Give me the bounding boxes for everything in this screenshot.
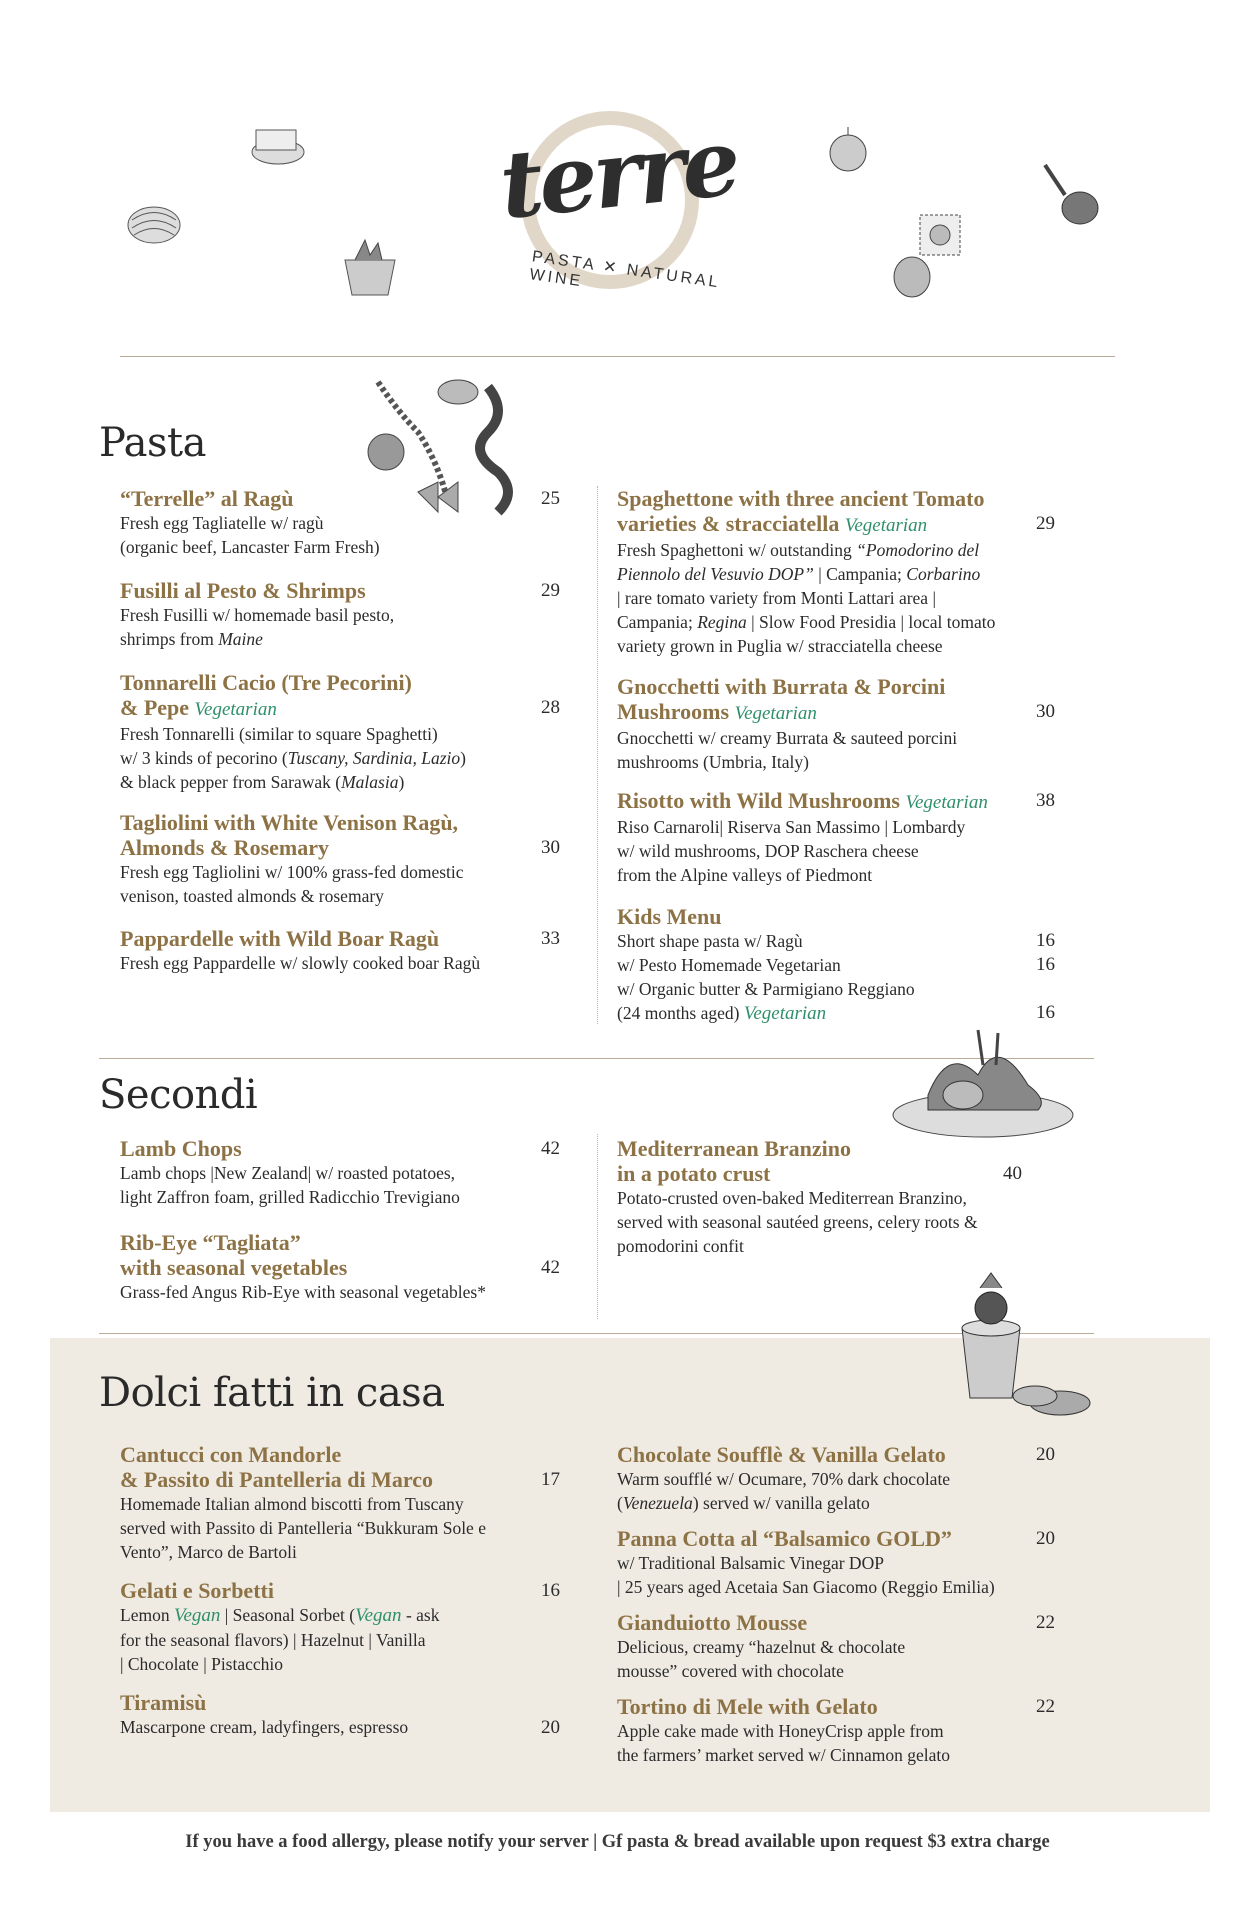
menu-item-pappardelle — [120, 926, 560, 975]
vegetarian-tag: Vegetarian — [194, 699, 277, 720]
pasta-column-divider — [597, 486, 598, 1024]
menu-item-gianduiotto — [617, 1610, 1067, 1683]
item-description: Lamb chops |New Zealand| w/ roasted potatoes, — [120, 1163, 456, 1183]
menu-item-cantucci — [120, 1442, 560, 1564]
item-name: Gelati e Sorbetti — [120, 1578, 274, 1603]
menu-item-branzino — [617, 1136, 1067, 1258]
section-title-secondi: Secondi — [99, 1072, 258, 1118]
item-name: Rib-Eye “Tagliata” — [120, 1230, 301, 1255]
item-description: Homemade Italian almond biscotti from Tuscany — [120, 1494, 464, 1514]
item-name: Tortino di Mele with Gelato — [617, 1694, 878, 1719]
tortellini-icon — [890, 252, 935, 302]
item-name: Pappardelle with Wild Boar Ragù — [120, 926, 440, 951]
menu-item-panna-cotta — [617, 1526, 1067, 1599]
item-description: Fresh Fusilli w/ homemade basil pesto, — [120, 605, 395, 625]
menu-item-lamb-chops — [120, 1136, 560, 1209]
item-description: served with Passito di Pantelleria “Bukkuram Sole e — [120, 1518, 486, 1538]
vegan-tag: Vegan — [173, 1605, 221, 1626]
item-name: Mediterranean Branzino — [617, 1136, 852, 1161]
item-name: Lamb Chops — [120, 1136, 242, 1161]
menu-item-fusilli — [120, 578, 560, 651]
menu-item-tiramisu — [120, 1690, 560, 1739]
item-description: & black pepper from Sarawak (Malasia) — [120, 772, 405, 792]
item-price: 38 — [1036, 790, 1055, 811]
item-description: Gnocchetti w/ creamy Burrata & sauteed porcini — [617, 728, 958, 748]
item-description: Fresh egg Tagliolini w/ 100% grass-fed domestic — [120, 862, 464, 882]
item-price: 33 — [541, 928, 560, 949]
vegetarian-tag: Vegetarian — [743, 1003, 827, 1024]
item-description: Fresh egg Tagliatelle w/ ragù — [120, 513, 324, 533]
item-description: Delicious, creamy “hazelnut & chocolate — [617, 1637, 906, 1657]
item-name: Fusilli al Pesto & Shrimps — [120, 578, 366, 603]
menu-item-tagliolini — [120, 810, 560, 908]
item-description: Fresh Tonnarelli (similar to square Spaghetti) — [120, 724, 438, 744]
kids-menu-row: w/ Pesto Homemade Vegetarian 16 — [617, 954, 1055, 975]
header-divider — [120, 356, 1115, 357]
item-price: 20 — [541, 1717, 560, 1738]
allergy-footer-note: If you have a food allergy, please notify your server | Gf pasta & bread available upon request $3 extra charge — [185, 1832, 1050, 1852]
section-title-dolci: Dolci fatti in casa — [99, 1370, 445, 1416]
item-description: | 25 years aged Acetaia San Giacomo (Reggio Emilia) — [617, 1577, 995, 1597]
item-name: Tagliolini with White Venison Ragù, — [120, 810, 459, 835]
item-price: 25 — [541, 488, 560, 509]
item-description: Potato-crusted oven-baked Mediterrean Branzino, — [617, 1188, 967, 1208]
item-name: Tonnarelli Cacio (Tre Pecorini) — [120, 670, 412, 695]
item-description: Piennolo del Vesuvio DOP” | Campania; Corbarino — [617, 564, 981, 584]
item-description: Mascarpone cream, ladyfingers, espresso — [120, 1717, 409, 1737]
item-price: 16 — [541, 1580, 560, 1601]
item-price: 28 — [541, 697, 560, 718]
kids-menu-title: Kids Menu — [617, 904, 722, 929]
menu-item-tortino — [617, 1694, 1067, 1767]
menu-item-souffle — [617, 1442, 1067, 1515]
menu-item-gnocchetti — [617, 674, 1067, 774]
item-description: served with seasonal sautéed greens, celery roots & — [617, 1212, 978, 1232]
item-name: Cantucci con Mandorle — [120, 1442, 342, 1467]
item-description: Vento”, Marco de Bartoli — [120, 1542, 297, 1562]
kids-menu-row: w/ Organic butter & Parmigiano Reggiano — [617, 979, 915, 999]
item-name: Spaghettone with three ancient Tomato — [617, 486, 985, 511]
item-description: Apple cake made with HoneyCrisp apple from — [617, 1721, 944, 1741]
item-description: w/ Traditional Balsamic Vinegar DOP — [617, 1553, 884, 1573]
item-price: 17 — [541, 1469, 560, 1490]
lamb-chop-icon — [1040, 160, 1100, 230]
item-price: 20 — [1036, 1528, 1055, 1549]
menu-item-risotto — [617, 788, 1067, 887]
item-description: w/ 3 kinds of pecorino (Tuscany, Sardinia, Lazio) — [120, 748, 466, 768]
secondi-column-divider — [597, 1134, 598, 1319]
item-price: 29 — [541, 580, 560, 601]
menu-item-spaghettone — [617, 486, 1067, 658]
vegetarian-tag: Vegetarian — [734, 703, 817, 724]
item-name: Panna Cotta al “Balsamico GOLD” — [617, 1526, 952, 1551]
item-price: 22 — [1036, 1612, 1055, 1633]
item-description: shrimps from Maine — [120, 629, 263, 649]
kids-menu-row: Short shape pasta w/ Ragù 16 — [617, 930, 1055, 951]
item-description: w/ wild mushrooms, DOP Raschera cheese — [617, 841, 919, 861]
item-name: Mushrooms Vegetarian — [617, 699, 817, 724]
item-description: Grass-fed Angus Rib-Eye with seasonal vegetables* — [120, 1282, 486, 1302]
item-description: mushrooms (Umbria, Italy) — [617, 752, 809, 772]
item-description: venison, toasted almonds & rosemary — [120, 886, 384, 906]
onion-icon — [823, 125, 873, 175]
item-price: 40 — [1003, 1163, 1022, 1184]
vegetarian-tag: Vegetarian — [844, 515, 928, 536]
secondi-divider — [99, 1333, 1094, 1334]
item-description: Fresh Spaghettoni w/ outstanding “Pomodorino del — [617, 540, 980, 560]
item-description: mousse” covered with chocolate — [617, 1661, 844, 1681]
item-price: 22 — [1036, 1696, 1055, 1717]
item-price: 30 — [541, 837, 560, 858]
vegetarian-tag: Vegetarian — [905, 792, 988, 813]
item-name: & Pepe Vegetarian — [120, 695, 277, 720]
kids-menu-row: (24 months aged) Vegetarian 16 — [617, 1002, 1055, 1024]
item-description: Warm soufflé w/ Ocumare, 70% dark chocolate — [617, 1469, 951, 1489]
item-description: variety grown in Puglia w/ stracciatella cheese — [617, 636, 943, 656]
item-description: | rare tomato variety from Monti Lattari area | — [617, 588, 936, 608]
item-name: Chocolate Soufflè & Vanilla Gelato — [617, 1442, 946, 1467]
item-description: light Zaffron foam, grilled Radicchio Trevigiano — [120, 1187, 460, 1207]
item-price: 42 — [541, 1138, 560, 1159]
dessert-cup-icon — [950, 1268, 1110, 1428]
kids-menu — [617, 904, 1067, 1026]
logo-wordmark: terre — [495, 107, 742, 241]
item-description: Riso Carnaroli| Riserva San Massimo | Lombardy — [617, 817, 966, 837]
item-name: in a potato crust — [617, 1161, 771, 1186]
item-price: 42 — [541, 1257, 560, 1278]
logo-tagline: PASTA ✕ NATURAL WINE — [528, 248, 721, 292]
item-description: Fresh egg Pappardelle w/ slowly cooked boar Ragù — [120, 953, 481, 973]
item-description: pomodorini confit — [617, 1236, 744, 1256]
item-description: (organic beef, Lancaster Farm Fresh) — [120, 537, 380, 557]
cheese-icon — [248, 120, 308, 170]
item-name: “Terrelle” al Ragù — [120, 486, 294, 511]
item-description: from the Alpine valleys of Piedmont — [617, 865, 873, 885]
pasta-nest-icon — [124, 200, 184, 250]
item-description: Campania; Regina | Slow Food Presidia | local tomato — [617, 612, 996, 632]
item-name: Gianduiotto Mousse — [617, 1610, 808, 1635]
item-price: 20 — [1036, 1444, 1055, 1465]
item-price: 29 — [1036, 513, 1055, 534]
menu-item-gelati — [120, 1578, 560, 1676]
pesto-bowl-icon — [340, 235, 400, 310]
item-description: Lemon Vegan | Seasonal Sorbet (Vegan - ask — [120, 1605, 440, 1626]
item-name: & Passito di Pantelleria di Marco — [120, 1467, 434, 1492]
menu-item-rib-eye — [120, 1230, 560, 1304]
item-name: Risotto with Wild Mushrooms Vegetarian — [617, 788, 988, 813]
item-name: with seasonal vegetables — [120, 1255, 348, 1280]
item-description: (Venezuela) served w/ vanilla gelato — [617, 1493, 870, 1513]
lamb-plate-icon — [888, 1025, 1078, 1145]
item-price: 30 — [1036, 701, 1055, 722]
item-name: Almonds & Rosemary — [120, 835, 329, 860]
item-description: the farmers’ market served w/ Cinnamon gelato — [617, 1745, 951, 1765]
item-name: varieties & stracciatella Vegetarian — [617, 511, 928, 536]
item-name: Tiramisù — [120, 1690, 207, 1715]
menu-item-terrelle — [120, 486, 560, 559]
item-name: Gnocchetti with Burrata & Porcini — [617, 674, 946, 699]
vegan-tag: Vegan — [355, 1605, 402, 1626]
item-description: for the seasonal flavors) | Hazelnut | Vanilla — [120, 1630, 426, 1650]
section-title-pasta: Pasta — [99, 420, 206, 466]
restaurant-logo — [490, 90, 742, 310]
item-description: | Chocolate | Pistacchio — [120, 1654, 284, 1674]
menu-item-tonnarelli — [120, 670, 560, 794]
